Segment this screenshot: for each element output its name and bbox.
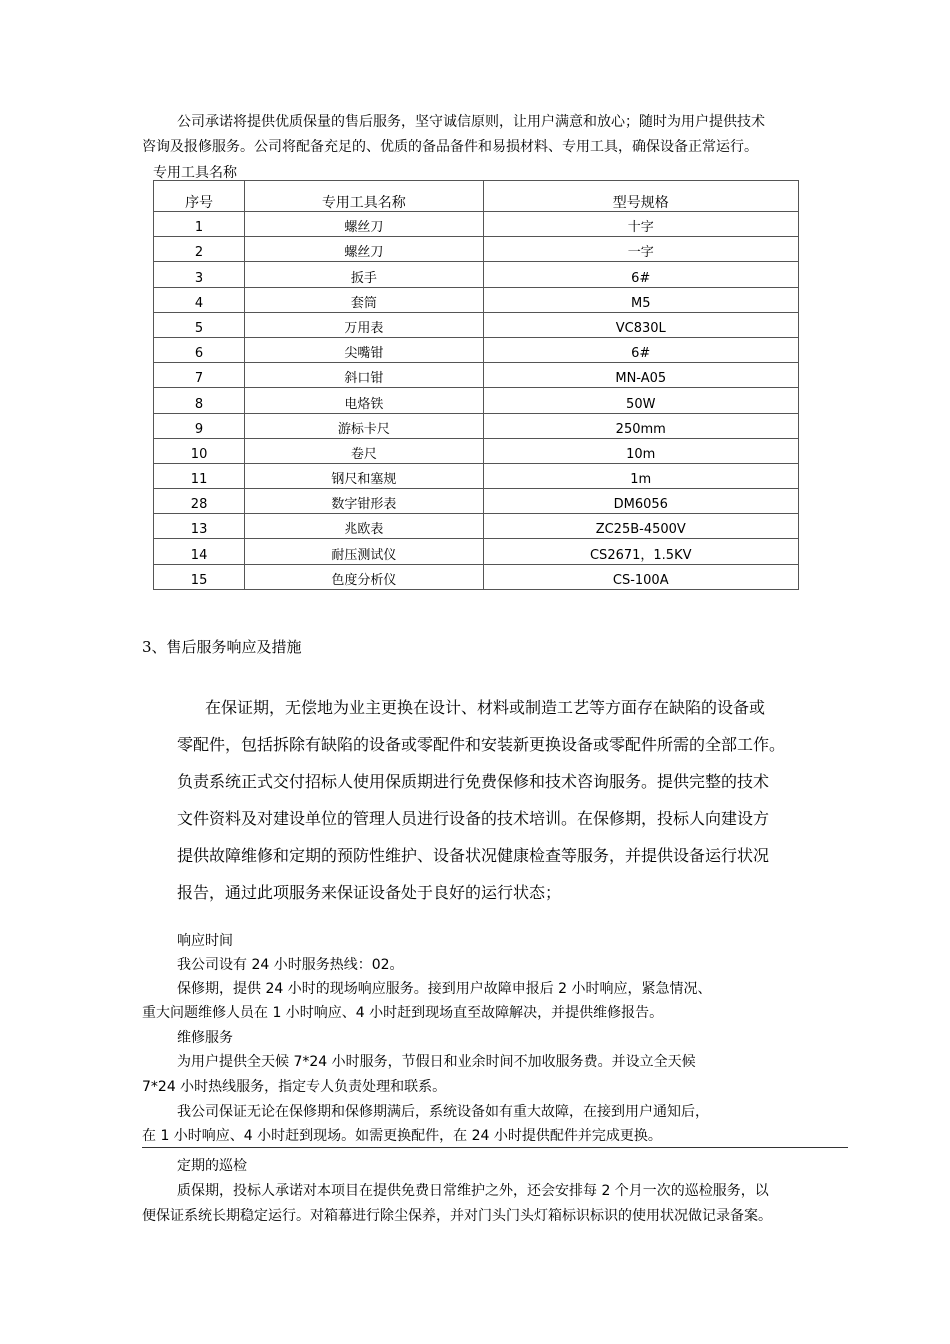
cell-tool-name: 万用表: [245, 312, 483, 337]
section-3-para-line-6: 报告，通过此项服务来保证设备处于良好的运行状态；: [177, 883, 562, 902]
cell-tool-name: 扳手: [245, 262, 483, 287]
section-3-title: 3、售后服务响应及措施: [142, 638, 302, 656]
section-3-para-line-1: 在保证期，无偿地为业主更换在设计、材料或制造工艺等方面存在缺陷的设备或: [205, 698, 766, 717]
cell-tool-name: 套筒: [245, 287, 483, 312]
tools-table: [153, 180, 799, 590]
table-row: [154, 262, 799, 287]
section-3-para-line-2: 零配件，包括拆除有缺陷的设备或零配件和安装新更换设备或零配件所需的全部工作。: [177, 735, 786, 754]
cell-spec: CS2671，1.5KV: [483, 539, 799, 564]
response-heading: 响应时间: [177, 933, 233, 949]
table-row: [154, 514, 799, 539]
cell-spec: M5: [483, 287, 799, 312]
table-row: [154, 287, 799, 312]
patrol-heading: 定期的巡检: [177, 1158, 247, 1174]
table-row: [154, 539, 799, 564]
response-line-1: 保修期，提供 24 小时的现场响应服务。接到用户故障申报后 2 小时响应，紧急情况、: [177, 981, 712, 997]
cell-tool-name: 兆欧表: [245, 514, 483, 539]
cell-spec: 十字: [483, 212, 799, 237]
cell-spec: ZC25B-4500V: [483, 514, 799, 539]
table-row: [154, 388, 799, 413]
cell-spec: VC830L: [483, 312, 799, 337]
cell-index: 6: [154, 337, 245, 362]
cell-tool-name: 色度分析仪: [245, 564, 483, 589]
cell-index: 1: [154, 212, 245, 237]
repair-line-4: 在 1 小时响应、4 小时赶到现场。如需更换配件，在 24 小时提供配件并完成更换。: [142, 1128, 662, 1144]
table-row: [154, 413, 799, 438]
table-row: [154, 337, 799, 362]
table-row: [154, 212, 799, 237]
cell-tool-name: 卷尺: [245, 438, 483, 463]
repair-line-1: 为用户提供全天候 7*24 小时服务，节假日和业余时间不加收服务费。并设立全天候: [177, 1054, 696, 1070]
repair-line-2: 7*24 小时热线服务，指定专人负责处理和联系。: [142, 1079, 447, 1095]
table-row: [154, 363, 799, 388]
cell-index: 8: [154, 388, 245, 413]
table-row: [154, 463, 799, 488]
header-index: 序号: [154, 181, 245, 212]
cell-tool-name: 钢尺和塞规: [245, 463, 483, 488]
cell-tool-name: 耐压测试仪: [245, 539, 483, 564]
section-3-para-line-3: 负责系统正式交付招标人使用保质期进行免费保修和技术咨询服务。提供完整的技术: [177, 772, 770, 791]
table-row: [154, 564, 799, 589]
cell-tool-name: 螺丝刀: [245, 212, 483, 237]
cell-index: 9: [154, 413, 245, 438]
cell-tool-name: 斜口钳: [245, 363, 483, 388]
cell-index: 2: [154, 237, 245, 262]
table-row: [154, 237, 799, 262]
section-3-para-line-4: 文件资料及对建设单位的管理人员进行设备的技术培训。在保修期，投标人向建设方: [177, 809, 770, 828]
intro-line-2: 咨询及报修服务。公司将配备充足的、优质的备品备件和易损材料、专用工具，确保设备正常运行。: [142, 139, 758, 155]
cell-index: 3: [154, 262, 245, 287]
header-spec: 型号规格: [483, 181, 799, 212]
intro-line-1: 公司承诺将提供优质保量的售后服务，坚守诚信原则，让用户满意和放心；随时为用户提供技术: [177, 114, 765, 130]
cell-spec: 10m: [483, 438, 799, 463]
cell-spec: 1m: [483, 463, 799, 488]
cell-spec: DM6056: [483, 489, 799, 514]
repair-heading: 维修服务: [177, 1030, 233, 1046]
cell-spec: 6#: [483, 262, 799, 287]
cell-spec: 6#: [483, 337, 799, 362]
cell-index: 13: [154, 514, 245, 539]
cell-index: 28: [154, 489, 245, 514]
cell-tool-name: 电烙铁: [245, 388, 483, 413]
cell-spec: 50W: [483, 388, 799, 413]
cell-spec: MN-A05: [483, 363, 799, 388]
table-row: [154, 312, 799, 337]
cell-index: 10: [154, 438, 245, 463]
cell-tool-name: 尖嘴钳: [245, 337, 483, 362]
cell-index: 15: [154, 564, 245, 589]
repair-line-3: 我公司保证无论在保修期和保修期满后，系统设备如有重大故障，在接到用户通知后，: [177, 1104, 709, 1120]
cell-spec: 250mm: [483, 413, 799, 438]
cell-spec: 一字: [483, 237, 799, 262]
table-caption: 专用工具名称: [153, 165, 237, 181]
response-line-2: 重大问题维修人员在 1 小时响应、4 小时赶到现场直至故障解决，并提供维修报告。: [142, 1005, 664, 1021]
cell-index: 14: [154, 539, 245, 564]
cell-spec: CS-100A: [483, 564, 799, 589]
response-hotline: 我公司设有 24 小时服务热线：02。: [177, 957, 404, 973]
cell-index: 5: [154, 312, 245, 337]
cell-tool-name: 游标卡尺: [245, 413, 483, 438]
cell-tool-name: 数字钳形表: [245, 489, 483, 514]
cell-index: 4: [154, 287, 245, 312]
cell-index: 7: [154, 363, 245, 388]
cell-index: 11: [154, 463, 245, 488]
table-row: [154, 489, 799, 514]
patrol-line-1: 质保期，投标人承诺对本项目在提供免费日常维护之外，还会安排每 2 个月一次的巡检服务，以: [177, 1183, 769, 1199]
section-3-para-line-5: 提供故障维修和定期的预防性维护、设备状况健康检查等服务，并提供设备运行状况: [177, 846, 770, 865]
table-header-row: [154, 181, 799, 212]
patrol-line-2: 便保证系统长期稳定运行。对箱幕进行除尘保养，并对门头门头灯箱标识标识的使用状况做记录备案。: [142, 1208, 772, 1224]
divider: [142, 1147, 848, 1148]
header-tool-name: 专用工具名称: [245, 181, 483, 212]
cell-tool-name: 螺丝刀: [245, 237, 483, 262]
table-row: [154, 438, 799, 463]
